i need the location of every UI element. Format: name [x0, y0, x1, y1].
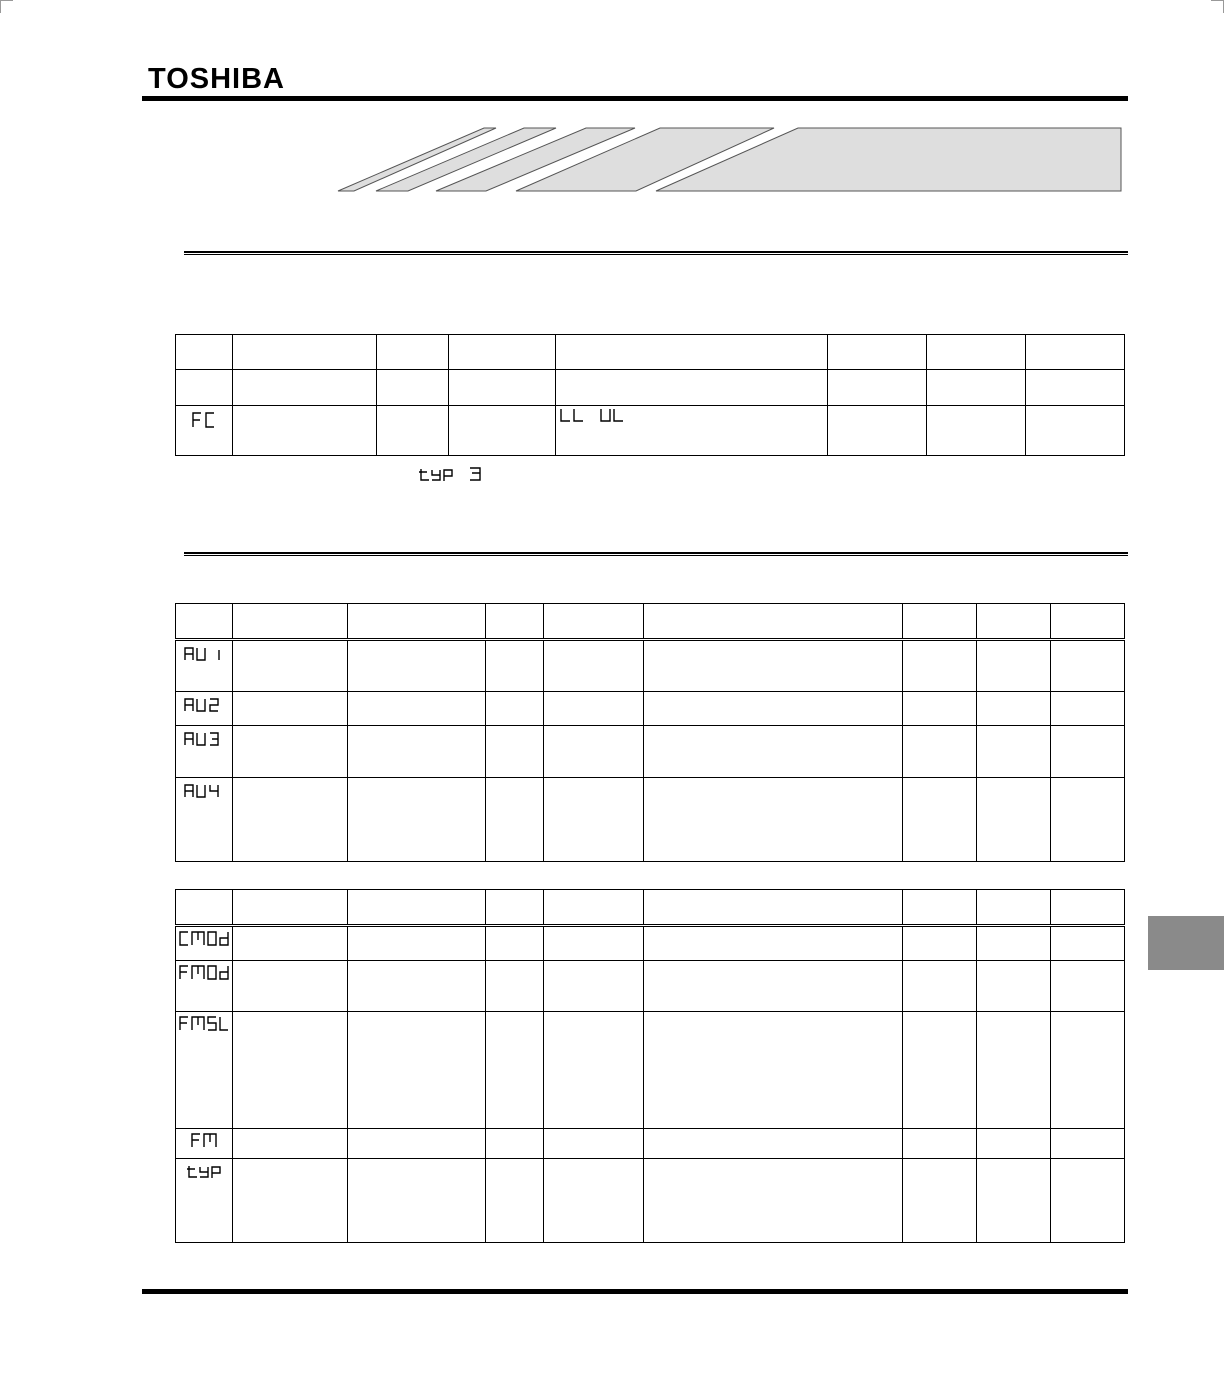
header-cell [233, 335, 377, 370]
table-cell [1051, 778, 1125, 862]
table-cell [903, 640, 977, 692]
table-cell [233, 692, 348, 726]
code-cell [176, 926, 233, 961]
crop-mark-top-left [0, 0, 13, 13]
code-cell [176, 640, 233, 692]
table-cell [348, 1012, 486, 1129]
range-cell [556, 406, 828, 456]
header-cell [348, 604, 486, 640]
table-cell [176, 370, 233, 406]
header-cell [1051, 604, 1125, 640]
table-cell [977, 726, 1051, 778]
table-cell [348, 926, 486, 961]
code-au2-glyph [184, 698, 224, 712]
table-cell [828, 370, 927, 406]
code-au1-glyph [184, 647, 224, 661]
code-cell [176, 778, 233, 862]
header-cell [348, 890, 486, 926]
header-cell [828, 335, 927, 370]
table-cell [644, 961, 903, 1012]
code-cell [176, 1129, 233, 1159]
table-row [176, 692, 1125, 726]
table-cell [1051, 1012, 1125, 1129]
code-au3-glyph [184, 732, 224, 746]
table-cell [233, 961, 348, 1012]
code-cell [176, 692, 233, 726]
table-cell [449, 406, 556, 456]
table-cell [348, 961, 486, 1012]
table-cell [1051, 692, 1125, 726]
table-cell [233, 1129, 348, 1159]
table-row [176, 778, 1125, 862]
table-cell [644, 778, 903, 862]
table-cell [644, 1159, 903, 1243]
table-cell [377, 406, 449, 456]
table-cell [544, 961, 644, 1012]
table-cell [1026, 370, 1125, 406]
table-cell [977, 1129, 1051, 1159]
note-typ3-glyph [418, 466, 484, 482]
table-row [176, 370, 1125, 406]
table-header-row [176, 890, 1125, 926]
table-cell [544, 1012, 644, 1129]
table-row [176, 961, 1125, 1012]
header-cell [1026, 335, 1125, 370]
table-cell [903, 926, 977, 961]
header-cell [1051, 890, 1125, 926]
table-cell [348, 640, 486, 692]
table-cell [544, 1129, 644, 1159]
table-cell [903, 778, 977, 862]
section-1-rule [184, 251, 1128, 255]
table-cell [903, 961, 977, 1012]
table-row [176, 926, 1125, 961]
code-au4-glyph [184, 784, 224, 798]
table-cell [486, 778, 544, 862]
table-cell [233, 1159, 348, 1243]
table-row [176, 1129, 1125, 1159]
section-2-rule [184, 552, 1128, 556]
header-cell [903, 890, 977, 926]
code-cell [176, 1012, 233, 1129]
table-cell [903, 726, 977, 778]
table-cell [486, 1129, 544, 1159]
header-cell [544, 604, 644, 640]
table-cell [348, 726, 486, 778]
table-cell [977, 1159, 1051, 1243]
table-cell [544, 778, 644, 862]
table-cell [644, 640, 903, 692]
table-cell [544, 726, 644, 778]
table-cell [377, 370, 449, 406]
table-row [176, 406, 1125, 456]
header-cell [176, 335, 233, 370]
table-cell [544, 692, 644, 726]
table-cell [233, 1012, 348, 1129]
table-cell [233, 370, 377, 406]
table-cell [903, 1129, 977, 1159]
header-cell [977, 890, 1051, 926]
table-cell [977, 778, 1051, 862]
header-cell [486, 604, 544, 640]
table-cell [1051, 961, 1125, 1012]
header-cell [644, 890, 903, 926]
code-fmod-glyph [179, 965, 229, 981]
header-cell [927, 335, 1026, 370]
parameter-table-2a [175, 603, 1125, 862]
table-cell [233, 778, 348, 862]
chapter-tab [1148, 916, 1224, 970]
header-rule [142, 96, 1128, 101]
table-cell [977, 692, 1051, 726]
table-cell [644, 1129, 903, 1159]
code-fm-glyph [191, 1133, 217, 1149]
table-cell [927, 406, 1026, 456]
table-cell [233, 406, 377, 456]
code-cell [176, 1159, 233, 1243]
table-cell [644, 692, 903, 726]
header-cell [233, 890, 348, 926]
header-cell [449, 335, 556, 370]
parameter-table-2b [175, 889, 1125, 1243]
code-cmod-glyph [179, 931, 229, 947]
brand-logo: TOSHIBA [148, 63, 285, 95]
table-row [176, 1012, 1125, 1129]
table-cell [348, 778, 486, 862]
table-cell [1051, 926, 1125, 961]
header-cell [903, 604, 977, 640]
crop-mark-top-right [1211, 0, 1224, 13]
table-cell [556, 370, 828, 406]
header-cell [176, 890, 233, 926]
table-cell [927, 370, 1026, 406]
header-cell [544, 890, 644, 926]
table-cell [486, 640, 544, 692]
header-cell [176, 604, 233, 640]
header-cell [233, 604, 348, 640]
table-cell [486, 692, 544, 726]
code-cell [176, 406, 233, 456]
table-cell [1051, 1159, 1125, 1243]
code-cell [176, 961, 233, 1012]
table-cell [449, 370, 556, 406]
table-header-row [176, 604, 1125, 640]
table-cell [348, 692, 486, 726]
footer-rule [142, 1289, 1128, 1294]
table-cell [828, 406, 927, 456]
table-cell [1051, 1129, 1125, 1159]
table-cell [903, 1012, 977, 1129]
table-cell [903, 692, 977, 726]
code-fc-glyph [192, 412, 216, 428]
table-cell [486, 726, 544, 778]
code-ll-ul-glyph [560, 408, 626, 422]
table-row [176, 640, 1125, 692]
table-cell [486, 961, 544, 1012]
parameter-table-1 [175, 334, 1125, 456]
table-cell [1051, 640, 1125, 692]
code-typ-glyph [186, 1163, 222, 1179]
table-cell [903, 1159, 977, 1243]
code-cell [176, 726, 233, 778]
table-cell [348, 1129, 486, 1159]
table-cell [644, 926, 903, 961]
code-fmsl-glyph [179, 1016, 229, 1032]
table-cell [233, 726, 348, 778]
table-cell [1026, 406, 1125, 456]
table-header-row [176, 335, 1125, 370]
table-cell [977, 640, 1051, 692]
table-cell [486, 1012, 544, 1129]
table-row [176, 726, 1125, 778]
table-cell [1051, 726, 1125, 778]
table-cell [544, 1159, 644, 1243]
table-cell [486, 926, 544, 961]
header-cell [977, 604, 1051, 640]
table-cell [644, 726, 903, 778]
table-row [176, 1159, 1125, 1243]
table-cell [348, 1159, 486, 1243]
table-cell [977, 926, 1051, 961]
header-cell [486, 890, 544, 926]
table-cell [544, 926, 644, 961]
table-cell [486, 1159, 544, 1243]
table-cell [644, 1012, 903, 1129]
header-cell [556, 335, 828, 370]
table-cell [977, 961, 1051, 1012]
table-cell [544, 640, 644, 692]
header-cell [377, 335, 449, 370]
table-cell [233, 640, 348, 692]
chapter-banner [330, 124, 1130, 196]
table-cell [977, 1012, 1051, 1129]
header-cell [644, 604, 903, 640]
table-cell [233, 926, 348, 961]
